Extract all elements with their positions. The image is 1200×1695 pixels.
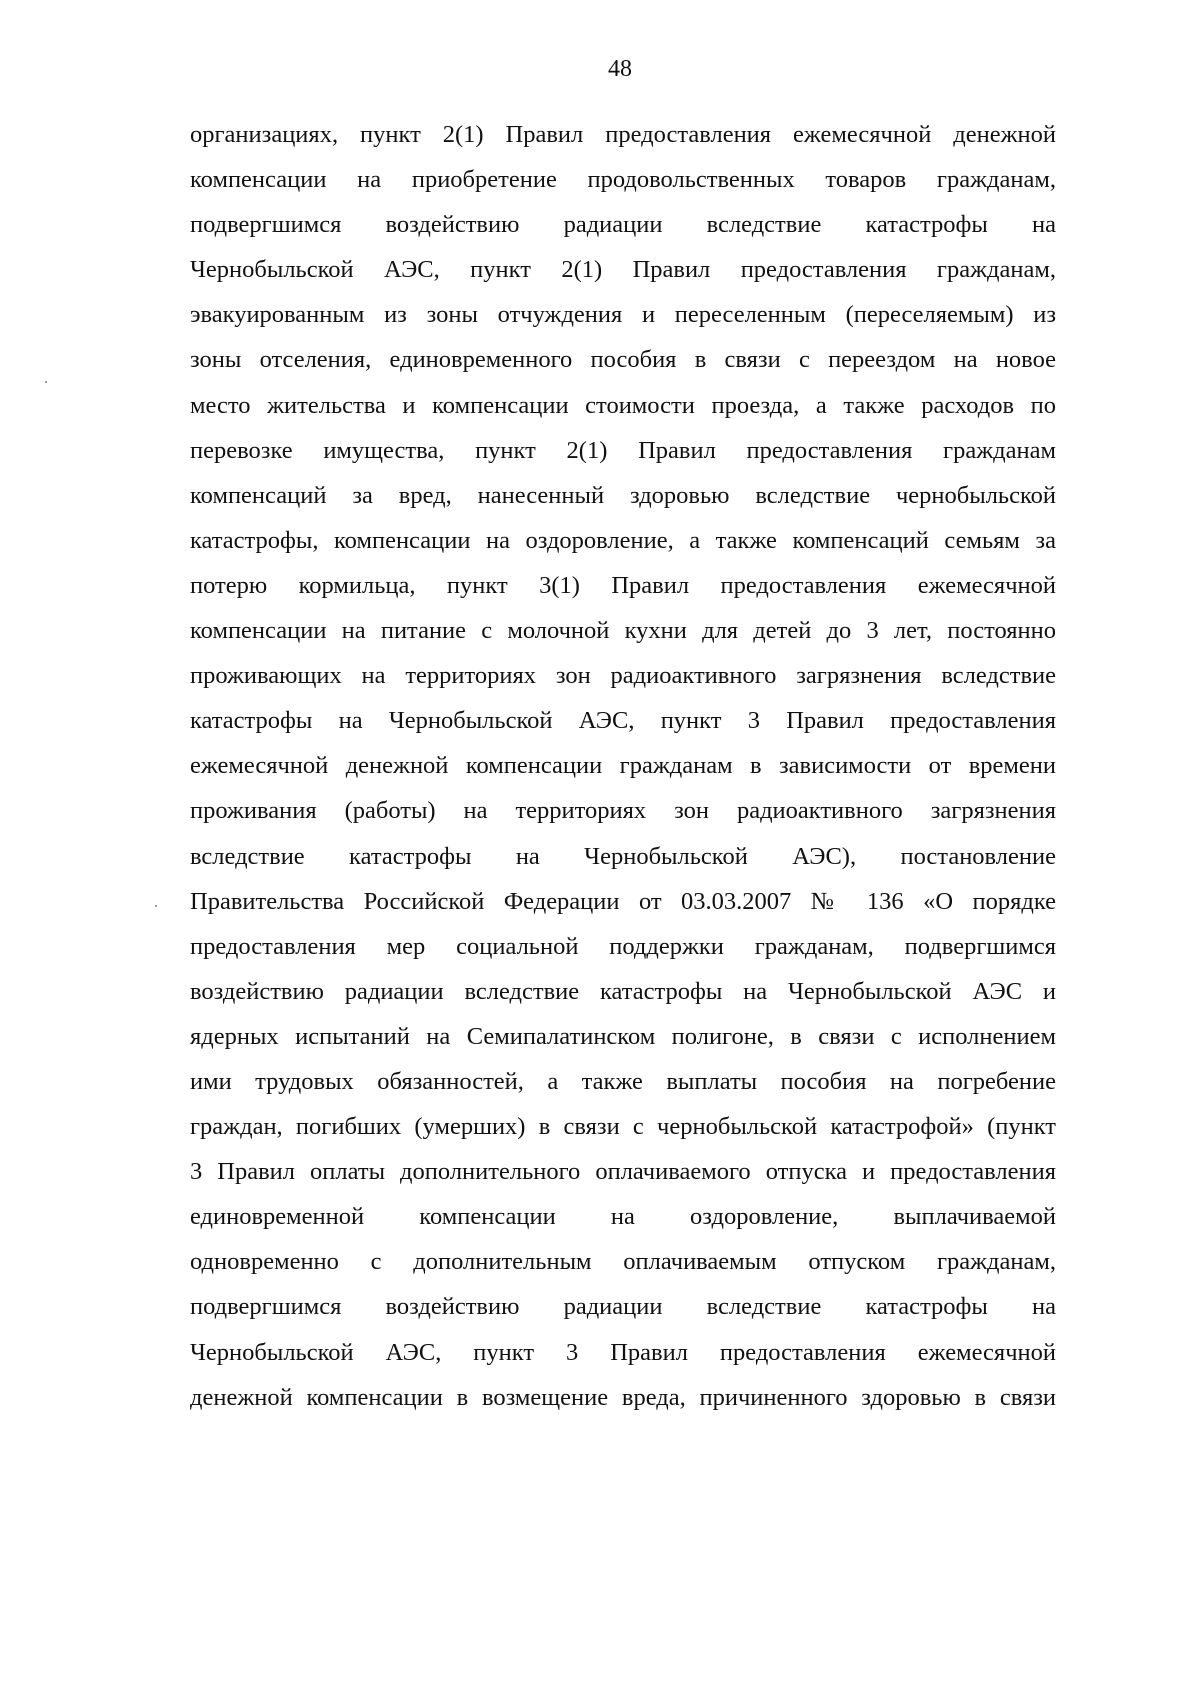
text-line: одновременно с дополнительным оплачиваемым отпуском гражданам,: [190, 1248, 1056, 1276]
text-line: ими трудовых обязанностей, а также выплаты пособия на погребение: [190, 1067, 1056, 1095]
text-line: денежной компенсации в возмещение вреда, причиненного здоровью в связи: [190, 1383, 1056, 1411]
text-line: зоны отселения, единовременного пособия в связи с переездом на новое: [190, 346, 1056, 374]
body-text: [190, 112, 1056, 1420]
scan-speck: [45, 381, 47, 383]
text-line: компенсации на питание с молочной кухни для детей до 3 лет, постоянно: [190, 617, 1056, 645]
text-line: катастрофы на Чернобыльской АЭС, пункт 3 Правил предоставления: [190, 707, 1056, 735]
page-number: 48: [608, 56, 632, 82]
scan-speck: [155, 905, 157, 907]
text-line: компенсации на приобретение продовольственных товаров гражданам,: [190, 166, 1056, 194]
text-line: подвергшимся воздействию радиации вследствие катастрофы на: [190, 211, 1056, 239]
text-line: проживания (работы) на территориях зон радиоактивного загрязнения: [190, 797, 1056, 825]
text-line: проживающих на территориях зон радиоактивного загрязнения вследствие: [190, 662, 1056, 690]
text-line: организациях, пункт 2(1) Правил предоставления ежемесячной денежной: [190, 121, 1056, 148]
text-line: единовременной компенсации на оздоровление, выплачиваемой: [190, 1203, 1056, 1231]
text-line: 3 Правил оплаты дополнительного оплачиваемого отпуска и предоставления: [190, 1158, 1056, 1186]
text-line: Чернобыльской АЭС, пункт 2(1) Правил предоставления гражданам,: [190, 256, 1056, 284]
text-line: потерю кормильца, пункт 3(1) Правил предоставления ежемесячной: [190, 571, 1056, 599]
text-line: ядерных испытаний на Семипалатинском полигоне, в связи с исполнением: [190, 1022, 1056, 1050]
text-line: вследствие катастрофы на Чернобыльской АЭС), постановление: [190, 842, 1056, 870]
text-line: граждан, погибших (умерших) в связи с чернобыльской катастрофой» (пункт: [190, 1113, 1056, 1141]
text-line: подвергшимся воздействию радиации вследствие катастрофы на: [190, 1293, 1056, 1321]
text-line: ежемесячной денежной компенсации гражданам в зависимости от времени: [190, 752, 1056, 780]
text-line: место жительства и компенсации стоимости проезда, а также расходов по: [190, 391, 1056, 419]
text-line: воздействию радиации вследствие катастрофы на Чернобыльской АЭС и: [190, 977, 1056, 1005]
text-line: катастрофы, компенсации на оздоровление, а также компенсаций семьям за: [190, 526, 1056, 554]
text-line: Правительства Российской Федерации от 03.03.2007 № 136 «О порядке: [190, 887, 1056, 915]
text-line: компенсаций за вред, нанесенный здоровью вследствие чернобыльской: [190, 481, 1056, 509]
text-line: предоставления мер социальной поддержки гражданам, подвергшимся: [190, 932, 1056, 960]
text-line: Чернобыльской АЭС, пункт 3 Правил предоставления ежемесячной: [190, 1338, 1056, 1366]
text-line: эвакуированным из зоны отчуждения и переселенным (переселяемым) из: [190, 301, 1056, 329]
text-line: перевозке имущества, пункт 2(1) Правил предоставления гражданам: [190, 436, 1056, 464]
